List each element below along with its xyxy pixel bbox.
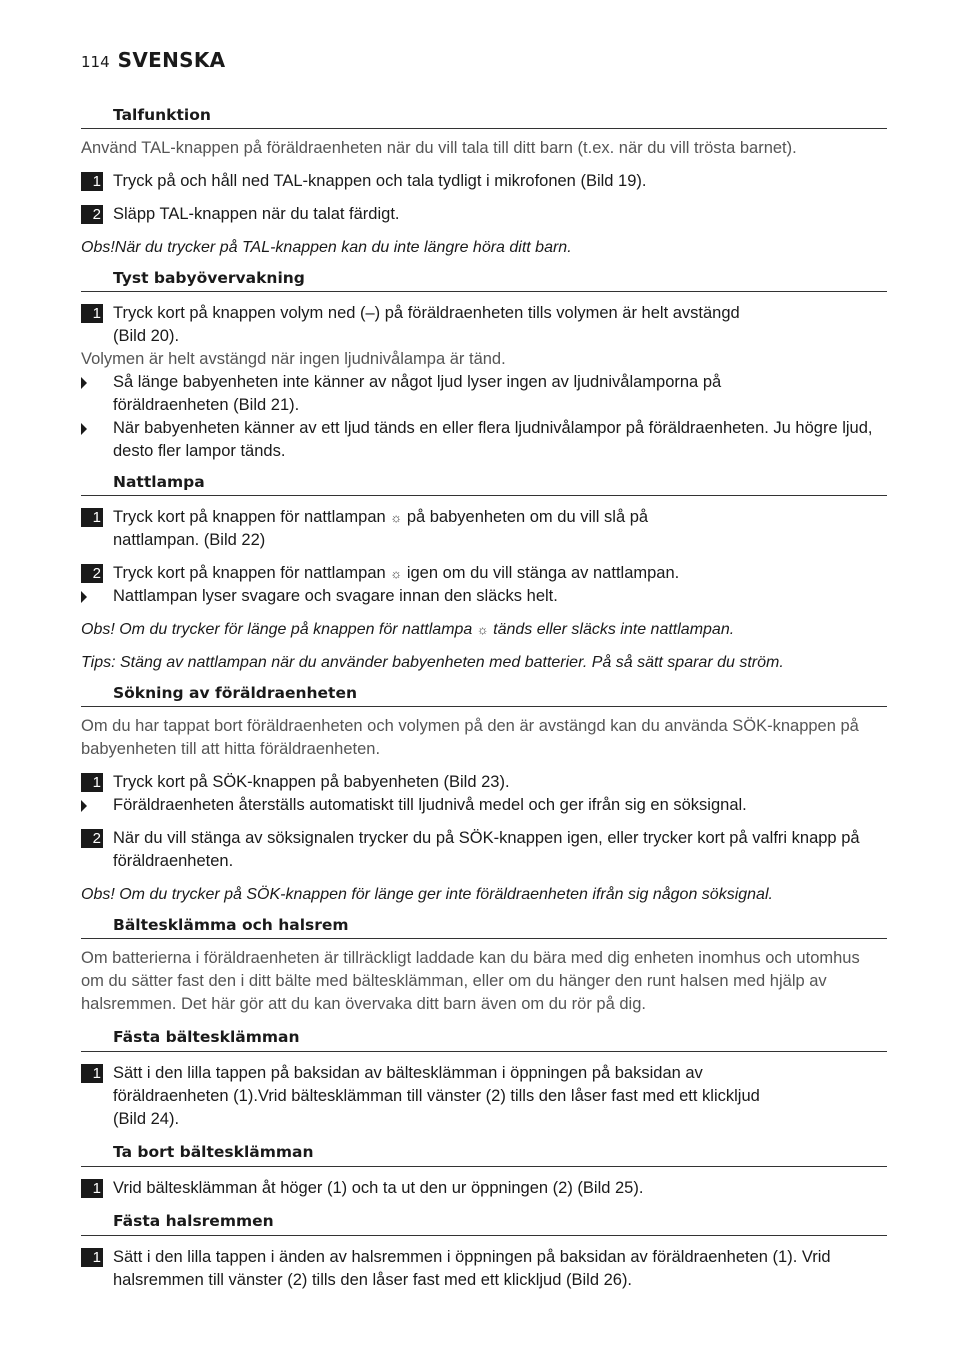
section-heading-tyst: Tyst babyövervakning (81, 267, 887, 292)
nattlampa-note (81, 618, 887, 641)
page-header (81, 48, 225, 74)
tyst-info: Volymen är helt avstängd när ingen ljudnivålampa är tänd. (81, 350, 506, 368)
nattlampa-bullet-1 (81, 585, 887, 608)
bullet-text: Nattlampan lyser svagare och svagare innan den släcks helt. (113, 587, 558, 605)
nightlight-icon: ☼ (390, 566, 403, 581)
sokning-step-1 (81, 771, 887, 794)
sokning-intro: Om du har tappat bort föräldraenheten och volymen på den är avstängd kan du använda SÖK-knappen på babyenheten till att hitta föräldraenheten. (81, 717, 859, 758)
nattlampa-tips: Tips: Stäng av nattlampan när du använder babyenheten med batterier. På så sätt sparar du ström. (81, 654, 784, 671)
step-number: 2 (81, 205, 103, 224)
talfunktion-step-1 (81, 170, 887, 193)
divider (81, 1166, 887, 1167)
tyst-bullet-2 (81, 417, 887, 463)
sokning-bullet-1 (81, 794, 887, 817)
bullet-text: När babyenheten känner av ett ljud tänds en eller flera ljudnivålampor på föräldraenheten. Ju högre ljud, desto fler lampor tänds. (113, 419, 873, 460)
talfunktion-note: Obs!När du trycker på TAL-knappen kan du inte längre höra ditt barn. (81, 239, 572, 256)
fasta-step-1 (81, 1062, 887, 1131)
step-number: 1 (81, 773, 103, 792)
subheading-fasta-balteklamman: Fästa bältesklämman (113, 1028, 300, 1046)
language-title: SVENSKA (117, 48, 226, 72)
step-number: 1 (81, 304, 103, 323)
note-text-b: tänds eller släcks inte nattlampan. (493, 621, 735, 638)
bullet-icon (81, 423, 87, 435)
divider (81, 1235, 887, 1236)
step-text: Släpp TAL-knappen när du talat färdigt. (113, 205, 400, 223)
hals-step-1 (81, 1246, 887, 1292)
divider (81, 1051, 887, 1052)
nattlampa-step-2 (81, 562, 887, 585)
bullet-text: Föräldraenheten återställs automatiskt till ljudnivå medel och ger ifrån sig en söksignal. (113, 796, 747, 814)
step-number: 2 (81, 564, 103, 583)
bullet-icon (81, 800, 87, 812)
step-text: När du vill stänga av söksignalen trycker du på SÖK-knappen igen, eller trycker kort på valfri knapp på föräldraenheten. (113, 829, 860, 870)
step-text-b: på babyenheten om du vill slå på nattlampan. (Bild 22) (113, 508, 649, 549)
step-text: Tryck kort på knappen volym ned (–) på föräldraenheten tills volymen är helt avstängd (Bild 20). (113, 304, 740, 345)
step-number: 1 (81, 172, 103, 191)
bullet-icon (81, 591, 87, 603)
page-content (81, 104, 887, 1292)
nightlight-icon: ☼ (390, 510, 403, 525)
subheading-fasta-halsremmen: Fästa halsremmen (113, 1212, 274, 1230)
nattlampa-step-1 (81, 506, 887, 552)
tyst-bullet-1 (81, 371, 887, 417)
step-text-a: Tryck kort på knappen för nattlampan (113, 564, 386, 582)
step-text-a: Tryck kort på knappen för nattlampan (113, 508, 386, 526)
talfunktion-step-2 (81, 203, 887, 226)
step-number: 1 (81, 1248, 103, 1267)
note-text-a: Obs! Om du trycker för länge på knappen för nattlampa (81, 621, 473, 638)
step-text: Sätt i den lilla tappen på baksidan av bältesklämman i öppningen på baksidan av föräldraenheten (1).Vrid bältesklämman till vänster (2) tills den låser fast med ett klickljud (Bild 24). (113, 1064, 760, 1128)
step-text: Vrid bältesklämman åt höger (1) och ta ut den ur öppningen (2) (Bild 25). (113, 1179, 644, 1197)
sokning-step-2 (81, 827, 887, 873)
step-text: Sätt i den lilla tappen i änden av halsremmen i öppningen på baksidan av föräldraenheten (1). Vrid halsremmen till vänster (2) tills den låser fast med ett klickljud (Bild 26). (113, 1248, 831, 1289)
section-heading-balte: Bältesklämma och halsrem (81, 914, 887, 939)
balte-intro: Om batterierna i föräldraenheten är tillräckligt laddade kan du bära med dig enheten inomhus och utomhus om du sätter fast den i ditt bälte med bältesklämman, eller om du hänger den runt halsen med hjälp av halsremmen. Det här gör att du kan övervaka ditt barn även om du rör på dig. (81, 949, 860, 1013)
talfunktion-intro: Använd TAL-knappen på föräldraenheten när du vill tala till ditt barn (t.ex. när du vill trösta barnet). (81, 139, 797, 157)
nightlight-icon: ☼ (476, 622, 489, 637)
step-text: Tryck på och håll ned TAL-knappen och tala tydligt i mikrofonen (Bild 19). (113, 172, 647, 190)
page-number: 114 (81, 53, 110, 71)
step-text-b: igen om du vill stänga av nattlampan. (406, 564, 680, 582)
step-number: 1 (81, 1179, 103, 1198)
sokning-note: Obs! Om du trycker på SÖK-knappen för länge ger inte föräldraenheten ifrån sig någon söksignal. (81, 886, 773, 903)
subheading-ta-bort-balteklamman: Ta bort bältesklämman (113, 1143, 314, 1161)
step-number: 1 (81, 1064, 103, 1083)
step-text: Tryck kort på SÖK-knappen på babyenheten (Bild 23). (113, 773, 510, 791)
section-heading-talfunktion: Talfunktion (81, 104, 887, 129)
section-heading-nattlampa: Nattlampa (81, 471, 887, 496)
bullet-icon (81, 377, 87, 389)
tabort-step-1 (81, 1177, 887, 1200)
step-number: 2 (81, 829, 103, 848)
tyst-step-1 (81, 302, 887, 348)
section-heading-sokning: Sökning av föräldraenheten (81, 682, 887, 707)
bullet-text: Så länge babyenheten inte känner av något ljud lyser ingen av ljudnivålamporna på föräldraenheten (Bild 21). (113, 373, 722, 414)
step-number: 1 (81, 508, 103, 527)
